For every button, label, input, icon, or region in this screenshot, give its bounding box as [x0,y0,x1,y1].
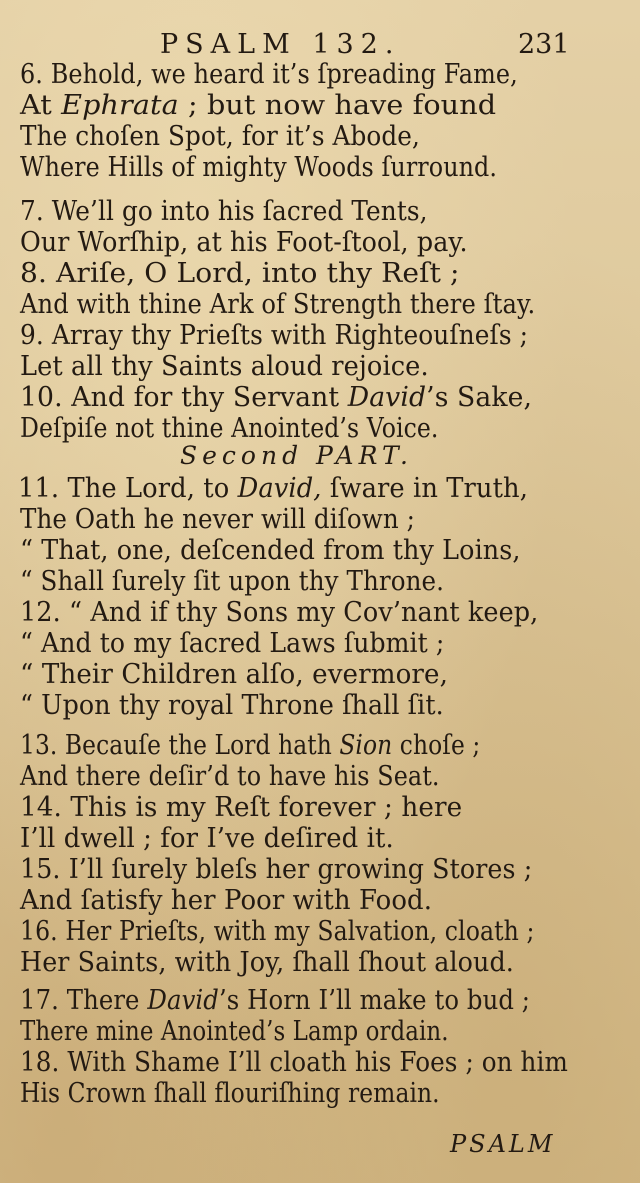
verse-text: choſe ; [392,730,481,761]
verse-line [20,228,468,258]
verse-text: “ And to my ſacred Laws ſubmit ; [20,628,445,659]
verse-text: “ Upon thy royal Throne ſhall ſit. [20,690,444,721]
verse-text: 14. This is my Reſt forever ; here [20,792,463,823]
verse-text: His Crown ſhall flouriſhing remain. [20,1078,440,1109]
verse-line [20,598,538,628]
verse-line [20,731,480,761]
verse-line [20,824,394,854]
verse-text: 12. “ And if thy Sons my Cov’nant keep, [20,597,539,628]
verse-line [20,536,521,566]
verse-italic-name: David [347,382,427,413]
verse-italic-name: Sion [339,730,393,761]
verse-text: 6. Behold, we heard it’s ſpreading Fame, [20,59,518,90]
catchword: PSALM [450,1130,556,1158]
verse-line [18,474,528,504]
verse-text: 7. We’ll go into his ſacred Tents, [20,196,428,227]
verse-text: ſware in Truth, [321,473,528,504]
page-number: 231 [518,29,570,60]
verse-text: 15. I’ll ſurely bleſs her growing Stores ; [20,854,533,885]
verse-line [20,629,445,659]
verse-text: 17. There [20,985,148,1016]
verse-text: Deſpiſe not thine Anointed’s Voice. [20,413,439,444]
verse-text: Where Hills of mighty Woods ſurround. [20,152,498,183]
verse-line [20,60,518,90]
verse-italic-name: David, [237,473,322,504]
verse-line [20,1048,568,1078]
verse-text: The choſen Spot, for it’s Abode, [20,121,420,152]
verse-line [20,793,462,823]
verse-line [20,917,535,947]
verse-text: Let all thy Saints aloud rejoice. [20,351,429,382]
verse-line [20,567,444,597]
verse-line [20,505,415,535]
verse-line [20,660,448,690]
verse-italic-name: Ephrata [61,90,179,121]
verse-line [20,91,496,121]
verse-text: And there deſir’d to have his Seat. [20,761,440,792]
verse-text: And with thine Ark of Strength there ſtay. [20,289,536,320]
verse-text: The Oath he never will diſown ; [20,504,416,535]
verse-text: “ Their Children alſo, evermore, [20,659,448,690]
verse-line [20,321,528,351]
verse-line [20,352,429,382]
part-heading: Second PART. [180,441,413,470]
verse-line [20,259,460,289]
verse-line [20,986,530,1016]
running-head: PSALM 132. [160,29,401,60]
verse-text: 11. The Lord, to [18,473,238,504]
verse-line [20,1079,440,1109]
verse-text: ’s Sake, [426,382,533,413]
verse-text: 8. Ariſe, O Lord, into thy Reſt ; [20,258,460,289]
verse-line [20,383,532,413]
verse-italic-name: David [147,985,219,1016]
verse-line [20,122,420,152]
verse-line [20,290,535,320]
verse-line [20,197,428,227]
verse-text: There mine Anointed’s Lamp ordain. [20,1016,449,1047]
verse-line [20,691,444,721]
verse-text: At [20,90,62,121]
verse-text: 16. Her Prieſts, with my Salvation, cloath ; [20,916,535,947]
verse-line [20,948,514,978]
verse-text: “ That, one, deſcended from thy Loins, [20,535,521,566]
verse-text: ’s Horn I’ll make to bud ; [218,985,531,1016]
verse-text: 18. With Shame I’ll cloath his Foes ; on him [20,1047,568,1078]
verse-text: Our Worſhip, at his Foot-ſtool, pay. [20,227,468,258]
verse-text: 9. Array thy Prieſts with Righteouſneſs ; [20,320,529,351]
verse-line [20,414,439,444]
verse-line [20,1017,449,1047]
verse-text: 13. Becauſe the Lord hath [20,730,340,761]
verse-text: 10. And for thy Servant [20,382,348,413]
verse-line [20,762,440,792]
verse-text: And ſatisfy her Poor with Food. [20,885,433,916]
verse-text: Her Saints, with Joy, ſhall ſhout aloud. [20,947,514,978]
verse-line [20,855,532,885]
verse-line [20,886,432,916]
verse-text: ; but now have found [178,90,497,121]
verse-line [20,153,497,183]
verse-text: I’ll dwell ; for I’ve deſired it. [20,823,394,854]
verse-text: “ Shall ſurely ſit upon thy Throne. [20,566,445,597]
